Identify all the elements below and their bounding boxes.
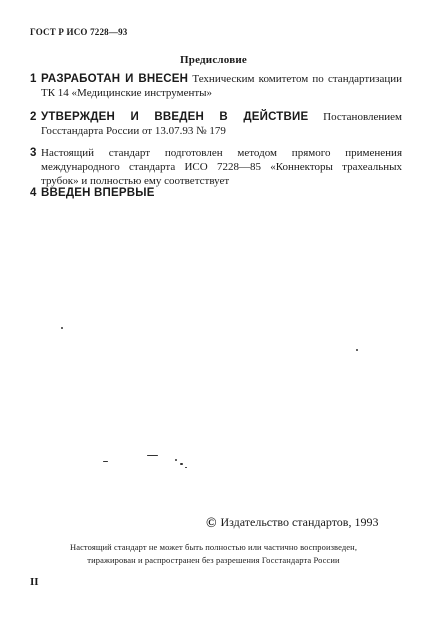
item-number: 1 — [30, 73, 37, 85]
preface-item-4 — [30, 186, 402, 200]
scan-speck — [180, 463, 183, 465]
item-number: 3 — [30, 147, 37, 159]
scan-speck — [61, 327, 63, 329]
item-number: 4 — [30, 187, 37, 199]
copyright-text: Издательство стандартов, 1993 — [220, 515, 379, 529]
preface-item-2 — [30, 110, 402, 138]
notice-line-1: Настоящий стандарт не может быть полностью или частично воспроизведен, — [69, 542, 358, 552]
item-body — [41, 110, 402, 138]
item-body — [41, 72, 402, 100]
scan-speck — [103, 461, 108, 462]
item-text: Постановлением Госстандарта России от 13.07.93 № 179 — [41, 111, 402, 137]
item-lead: ВВЕДЕН ВПЕРВЫЕ — [41, 187, 155, 199]
scan-speck — [175, 459, 177, 461]
item-body — [41, 186, 402, 200]
copyright-symbol: © — [206, 516, 217, 531]
scan-speck — [185, 467, 187, 468]
item-text: Техническим комитетом по стандартизации ТК 14 «Медицинские инструменты» — [41, 73, 402, 99]
item-lead: РАЗРАБОТАН И ВНЕСЕН — [41, 73, 189, 85]
scan-speck — [356, 349, 358, 351]
copyright-line — [206, 515, 378, 532]
preface-item-3 — [30, 146, 402, 188]
item-body — [41, 146, 402, 188]
item-number: 2 — [30, 111, 37, 123]
preface-item-1 — [30, 72, 402, 100]
notice-line-2: тиражирован и распространен без разрешения Госстандарта России — [87, 555, 340, 565]
scan-speck — [147, 455, 158, 456]
standard-code: ГОСТ Р ИСО 7228—93 — [30, 27, 128, 37]
page-number: II — [30, 576, 39, 588]
item-lead: УТВЕРЖДЕН И ВВЕДЕН В ДЕЙСТВИЕ — [41, 111, 309, 123]
reproduction-notice — [0, 541, 427, 567]
item-text: Настоящий стандарт подготовлен методом прямого применения международного стандарта ИСО 7228—85 «Коннекторы трахеальных трубок» и полностью ему соответствует — [41, 147, 402, 187]
section-title: Предисловие — [180, 54, 247, 66]
